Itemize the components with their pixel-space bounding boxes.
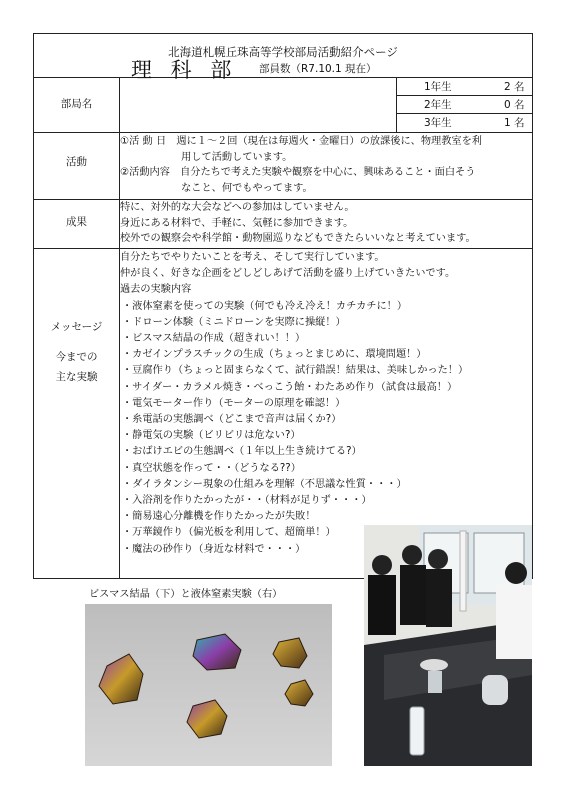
experiments-label-1: 今までの xyxy=(55,351,98,363)
activity-label: 活動 xyxy=(66,156,87,168)
club-label: 部局名 xyxy=(60,98,93,110)
experiment-item: ・豆腐作り（ちょっと固まらなくて、試行錯誤！結果は、美味しかった！） xyxy=(122,365,469,377)
experiment-item: ・カゼインプラスチックの生成（ちょっとまじめに、環境問題！） xyxy=(122,349,427,361)
experiment-item: ・魔法の砂作り（身近な材料で・・・） xyxy=(122,543,306,555)
row-divider xyxy=(34,248,532,249)
results-line: 特に、対外的な大会などへの参加はしていません。 xyxy=(120,202,355,213)
grade-3: 3年生 xyxy=(424,117,452,129)
experiment-item: ・ダイラタンシー現象の仕組みを理解（不思議な性質・・・） xyxy=(122,478,407,490)
club-name: 理 科 部 xyxy=(131,58,238,82)
activity-line: ①活 動 日 週に１～２回（現在は毎週火・金曜日）の放課後に、物理教室を利 xyxy=(120,136,482,147)
experiment-item: ・電気モーター作り（モーターの原理を確認！） xyxy=(122,397,346,409)
experiment-item: ・静電気の実験（ビリビリは危ない?） xyxy=(122,430,301,442)
grade-divider xyxy=(396,95,532,96)
bismuth-crystals-drawing xyxy=(85,604,332,766)
photo-caption: ビスマス結晶（下）と液体窒素実験（右） xyxy=(89,589,283,600)
results-line: 身近にある材料で、手軽に、気軽に参加できます。 xyxy=(120,217,354,229)
row-divider xyxy=(34,132,532,133)
experiment-item: ・入浴剤を作りたかったが・・（材料が足りず・・・） xyxy=(122,495,372,506)
grade-divider xyxy=(396,113,532,114)
grade-2: 2年生 xyxy=(424,99,452,111)
grade-3-count: 1 名 xyxy=(504,117,525,129)
grade-1: 1年生 xyxy=(424,81,452,93)
experiment-item: ・万華鏡作り（偏光板を利用して、超簡単！） xyxy=(122,527,336,539)
message-line: 自分たちでやりたいことを考え、そして実行しています。 xyxy=(120,252,385,263)
lab-scene-drawing xyxy=(364,525,532,766)
experiment-item: ・簡易遠心分離機を作りたかったが失敗！ xyxy=(122,511,316,523)
activity-line: ②活動内容 自分たちで考えた実験や観察を中心に、興味あること・面白そう xyxy=(120,167,476,178)
message-label: メッセージ xyxy=(50,321,103,333)
page-title: 北海道札幌丘珠高等学校部局活動紹介ページ xyxy=(168,45,398,59)
experiment-item: ・サイダー・カラメル焼き・べっこう飴・わたあめ作り（試食は最高！） xyxy=(122,381,458,393)
message-line: 過去の実験内容 xyxy=(120,284,192,296)
experiments-label-2: 主な実験 xyxy=(55,371,98,383)
experiment-item: ・真空状態を作って・・（どうなる??） xyxy=(122,462,301,474)
experiment-item: ・ビスマス結晶の作成（超きれい！！） xyxy=(122,333,306,344)
experiment-item: ・おばけエビの生態調べ（１年以上生き続けてる?） xyxy=(122,446,362,458)
experiment-item: ・ドローン体験（ミニドローンを実際に操縦！） xyxy=(122,316,346,328)
results-label: 成果 xyxy=(66,216,87,228)
members-label: 部員数（R7.10.1 現在） xyxy=(259,63,377,75)
column-divider xyxy=(396,77,397,132)
club-info-table xyxy=(33,33,533,579)
results-line: 校外での観察会や科学館・動物園巡りなどもできたらいいなと考えています。 xyxy=(120,233,476,244)
bismuth-crystals-photo xyxy=(85,604,332,766)
experiment-item: ・液体窒素を使っての実験（何でも冷え冷え！カチカチに！） xyxy=(122,300,408,312)
liquid-nitrogen-experiment-photo xyxy=(364,525,532,766)
activity-line: 用して活動しています。 xyxy=(120,151,293,163)
grade-1-count: 2 名 xyxy=(504,81,525,93)
message-line: 仲が良く、好きな企画をどしどしあげて活動を盛り上げていきたいです。 xyxy=(120,268,456,280)
activity-line: なこと、何でもやってます。 xyxy=(120,182,313,194)
row-divider xyxy=(34,77,532,78)
experiment-item: ・糸電話の実態調べ（どこまで音声は届くか?） xyxy=(122,414,342,425)
grade-2-count: 0 名 xyxy=(504,99,525,111)
